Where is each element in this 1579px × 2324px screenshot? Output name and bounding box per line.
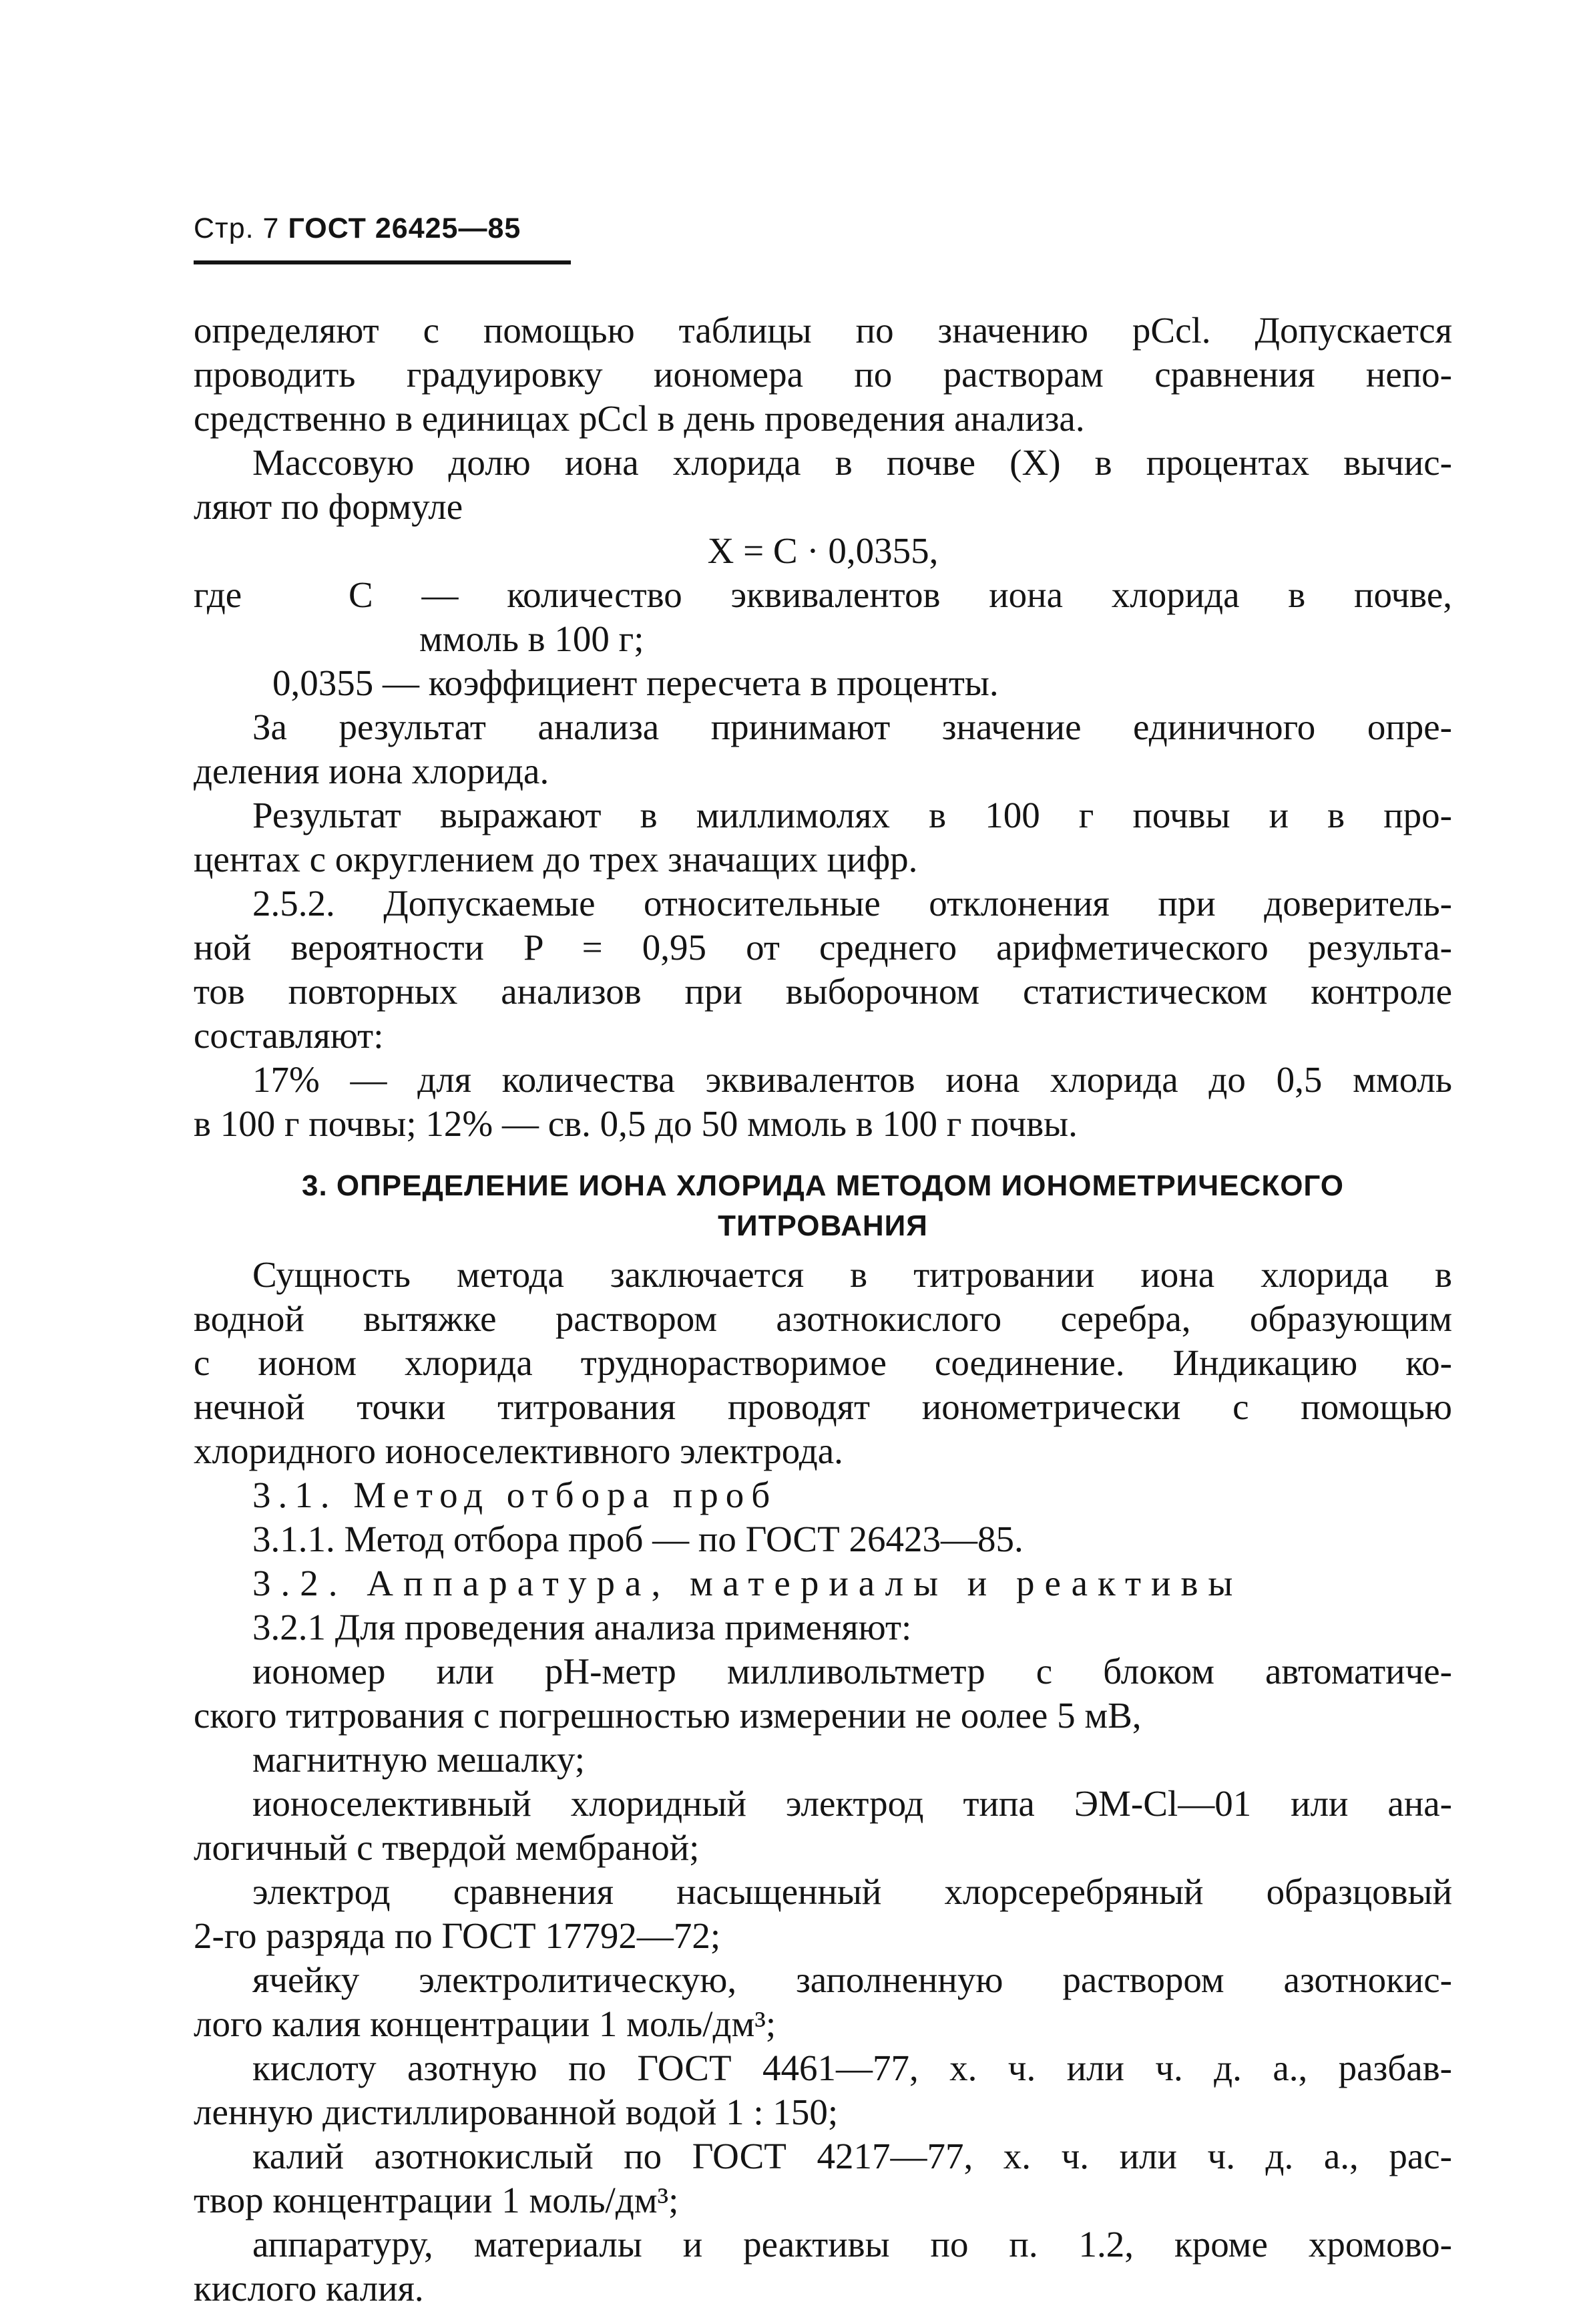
text-line: где	[194, 574, 242, 615]
text-line: ляют по формуле	[194, 486, 463, 527]
standard-number: ГОСТ 26425—85	[288, 212, 521, 244]
text-line: кислого калия.	[194, 2268, 424, 2309]
text-line: 3.1.1. Метод отбора проб — по ГОСТ 26423—85.	[252, 1519, 1024, 1559]
text-line: C — количество эквивалентов иона хлорида в почве,	[349, 574, 1452, 615]
text-line: определяют с помощью таблицы по значению pCcl. Допускается	[194, 310, 1452, 351]
text-line: ммоль в 100 г;	[419, 618, 644, 659]
text-line: За результат анализа принимают значение единичного опре-	[252, 707, 1452, 747]
list-item: ионоселективный хлоридный электрод типа ЭМ-Cl—01 или ана-	[252, 1783, 1452, 1824]
list-item: электрод сравнения насыщенный хлорсеребряный образцовый	[252, 1871, 1452, 1912]
text-line: водной вытяжке раствором азотнокислого серебра, образующим	[194, 1298, 1452, 1339]
list-item: иономер или pH-метр милливольтметр с блоком автоматиче-	[252, 1651, 1452, 1692]
text-line: ленную дистиллированной водой 1 : 150;	[194, 2092, 839, 2132]
formula: X = C · 0,0355,	[707, 530, 939, 571]
subsection-heading: 3.2. Аппаратура, материалы и реактивы	[252, 1563, 1243, 1603]
text-line: 2-го разряда по ГОСТ 17792—72;	[194, 1915, 721, 1956]
text-line: составляют:	[194, 1015, 384, 1056]
text-line: 17% — для количества эквивалентов иона хлорида до 0,5 ммоль	[252, 1059, 1452, 1100]
text-line: лого калия концентрации 1 моль/дм³;	[194, 2003, 776, 2044]
text-line: логичный с твердой мембраной;	[194, 1827, 700, 1868]
text-line: средственно в единицах pCcl в день проведения анализа.	[194, 398, 1085, 439]
text-line: 0,0355 — коэффициент пересчета в проценты.	[272, 662, 999, 703]
list-item: кислоту азотную по ГОСТ 4461—77, х. ч. или ч. д. а., разбав-	[252, 2048, 1452, 2088]
text-line: проводить градуировку иономера по растворам сравнения непо-	[194, 354, 1452, 395]
text-line: тов повторных анализов при выборочном статистическом контроле	[194, 971, 1452, 1012]
text-line: деления иона хлорида.	[194, 751, 549, 791]
header-rule	[194, 260, 571, 264]
section-title-cont: ТИТРОВАНИЯ	[718, 1209, 928, 1242]
text-line: ной вероятности P = 0,95 от среднего арифметического результа-	[194, 927, 1452, 968]
text-line: твор концентрации 1 моль/дм³;	[194, 2180, 679, 2220]
text-line: с ионом хлорида труднорастворимое соединение. Индикацию ко-	[194, 1342, 1452, 1383]
list-item: магнитную мешалку;	[252, 1739, 585, 1780]
section-title: 3. ОПРЕДЕЛЕНИЕ ИОНА ХЛОРИДА МЕТОДОМ ИОНОМЕТРИЧЕСКОГО	[301, 1169, 1345, 1202]
subsection-heading: 3.1. Метод отбора проб	[252, 1475, 778, 1515]
list-item: ячейку электролитическую, заполненную раствором азотнокис-	[252, 1959, 1452, 2000]
page-label: Стр. 7	[194, 212, 280, 244]
text-line: ского титрования с погрешностью измерении не oолее 5 мВ,	[194, 1695, 1142, 1736]
text-line: хлоридного ионоселективного электрода.	[194, 1430, 843, 1471]
list-item: калий азотнокислый по ГОСТ 4217—77, х. ч. или ч. д. а., рас-	[252, 2136, 1452, 2176]
page-header	[194, 212, 521, 245]
text-line: центах с округлением до трех значащих цифр.	[194, 839, 918, 880]
text-line: нечной точки титрования проводят ионометрически с помощью	[194, 1386, 1452, 1427]
text-line: 2.5.2. Допускаемые относительные отклонения при доверитель-	[252, 883, 1452, 924]
list-item: аппаратуру, материалы и реактивы по п. 1.2, кроме хромово-	[252, 2224, 1452, 2265]
text-line: Массовую долю иона хлорида в почве (X) в процентах вычис-	[252, 442, 1452, 483]
text-line: Результат выражают в миллимолях в 100 г почвы и в про-	[252, 795, 1452, 835]
text-line: 3.2.1 Для проведения анализа применяют:	[252, 1607, 912, 1648]
text-line: Сущность метода заключается в титровании иона хлорида в	[252, 1254, 1452, 1295]
text-line: в 100 г почвы; 12% — св. 0,5 до 50 ммоль в 100 г почвы.	[194, 1103, 1078, 1144]
